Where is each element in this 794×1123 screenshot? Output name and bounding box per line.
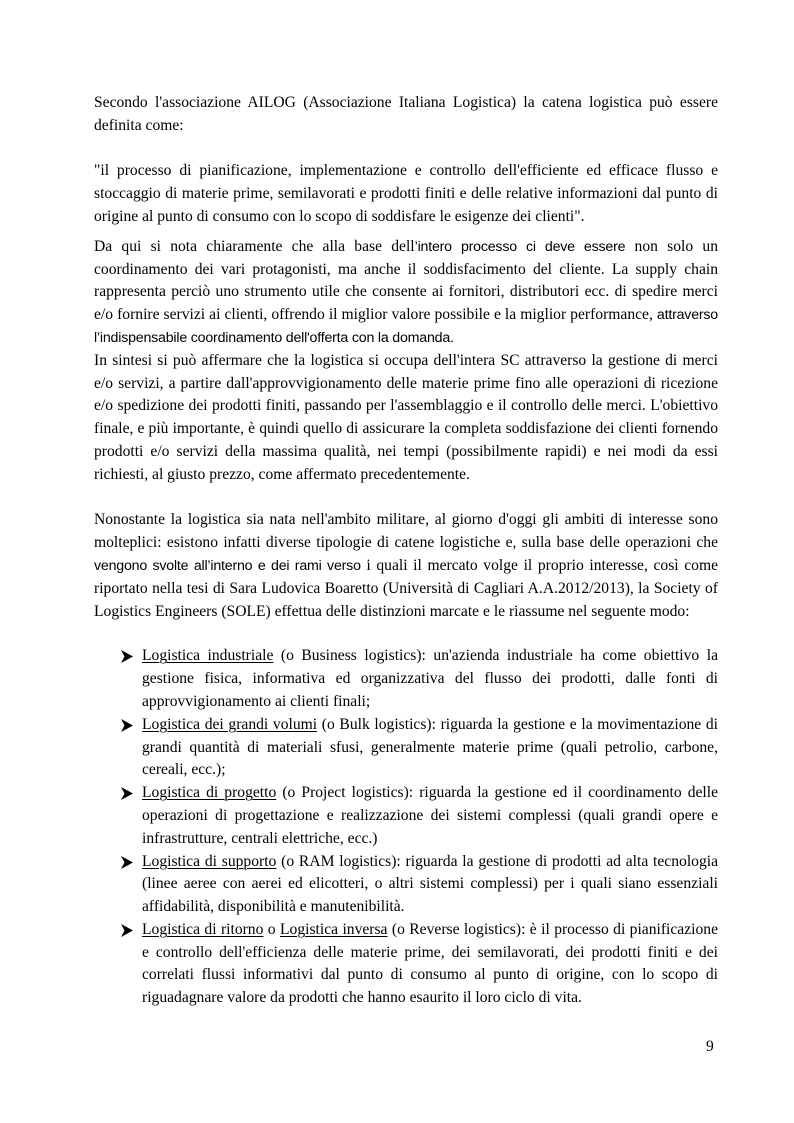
list-item-term: Logistica di progetto xyxy=(142,784,277,802)
list-item-term: Logistica industriale xyxy=(142,647,274,665)
text-run-narrow: attraverso l’indispensabile coordinamento dell'offerta con la domanda. xyxy=(94,307,718,346)
list-item xyxy=(94,714,718,782)
arrowhead-bullet-icon xyxy=(120,851,136,873)
arrowhead-bullet-icon xyxy=(120,919,136,941)
list-item-text: (o RAM logistics): riguarda la gestione di prodotti ad alta tecnologia (linee aeree con aerei ed elicotteri, o altri sistemi complessi) per i quali siano essenziali affidabilità, disponibilità e manutenibilità. xyxy=(142,852,718,916)
list-item-term: Logistica dei grandi volumi xyxy=(142,715,318,733)
text-run-narrow: vengono svolte all’interno e dei rami verso xyxy=(94,557,361,574)
document-page xyxy=(94,92,718,1010)
list-item-term: Logistica di ritorno xyxy=(142,920,264,938)
list-item-text: (o Project logistics): riguarda la gestione ed il coordinamento delle operazioni di progettazione e realizzazione dei sistemi complessi (quali grandi opere e infrastrutture, centrali elettriche, ecc.) xyxy=(142,784,718,847)
list-item-term: Logistica di supporto xyxy=(142,852,277,870)
arrowhead-bullet-icon xyxy=(120,714,136,736)
summary-paragraph: In sintesi si può affermare che la logistica si occupa dell'intera SC attraverso la gestione di merci e/o servizi, a partire dall'approvvigionamento delle materie prime fino alle operazioni di ricezione e/o spedizione dei prodotti finiti, passando per l'assemblaggio e il controllo delle merci. L'obiettivo finale, e più importante, è quindi quello di assicurare la completa soddisfazione dei clienti fornendo prodotti e/o servizi della massima qualità, nei tempi (possibilmente rapidi) e nei modi da essi richiesti, al giusto prezzo, come affermato precedentemente. xyxy=(94,351,718,483)
logistics-types-intro-paragraph xyxy=(94,509,718,623)
page-number: 9 xyxy=(706,1038,714,1055)
text-run: Nonostante la logistica sia nata nell'ambito militare, al giorno d'oggi gli ambiti di interesse sono molteplici: esistono infatti diverse tipologie di catene logistiche e, sulla base delle operazioni che xyxy=(94,511,718,552)
list-item xyxy=(94,645,718,713)
supply-chain-paragraph xyxy=(94,236,718,350)
list-item xyxy=(94,851,718,919)
list-item xyxy=(94,919,718,1010)
list-item xyxy=(94,782,718,850)
arrowhead-bullet-icon xyxy=(120,782,136,804)
logistics-types-list xyxy=(94,645,718,1010)
intro-paragraph: Secondo l'associazione AILOG (Associazione Italiana Logistica) la catena logistica può essere definita come: xyxy=(94,94,718,134)
text-run: Da qui si nota chiaramente che alla base dell xyxy=(94,237,415,255)
list-item-text: (o Business logistics): un'azienda industriale ha come obiettivo la gestione fisica, informativa ed organizzativa del flusso dei prodotti, dalle fonti di approvvigionamento ai clienti finali; xyxy=(142,647,718,710)
list-item-text: (o Bulk logistics): riguarda la gestione e la movimentazione di grandi quantità di materiali sfusi, generalmente materie prime (quali petrolio, carbone, cereali, ecc.); xyxy=(142,715,718,779)
arrowhead-bullet-icon xyxy=(120,645,136,667)
text-run: i quali il mercato volge il proprio interesse, così come riportato nella tesi di Sara Ludovica Boaretto (Università di Cagliari A.A.2012/2013), la Society of Logistics Engineers (SOLE) effettua delle distinzioni marcate e le riassume nel seguente modo: xyxy=(94,556,718,620)
list-item-connector: o xyxy=(263,920,281,938)
list-item-text: (o Reverse logistics): è il processo di pianificazione e controllo dell'efficienza delle materie prime, dei semilavorati, dei prodotti finiti e dei correlati flussi informativi dal punto di consumo al punto di origine, con lo scopo di riguadagnare valore da prodotti che hanno esaurito il loro ciclo di vita. xyxy=(142,920,718,1007)
text-run: non solo un coordinamento dei vari protagonisti, ma anche il soddisfacimento del cliente. La supply chain rappresenta perciò uno strumento utile che consente ai fornitori, distributori ecc. di spedire merci e/o fornire servizi ai clienti, offrendo il miglior valore possibile e la miglior performance, xyxy=(94,237,718,324)
list-item-term-alt: Logistica inversa xyxy=(280,920,388,938)
definition-quote: "il processo di pianificazione, implementazione e controllo dell'efficiente ed efficace flusso e stoccaggio di materie prime, semilavorati e prodotti finiti e delle relative informazioni dal punto di origine al punto di consumo con lo scopo di soddisfare le esigenze dei clienti". xyxy=(94,162,718,225)
text-run-narrow: ’intero processo ci deve essere xyxy=(414,238,626,255)
